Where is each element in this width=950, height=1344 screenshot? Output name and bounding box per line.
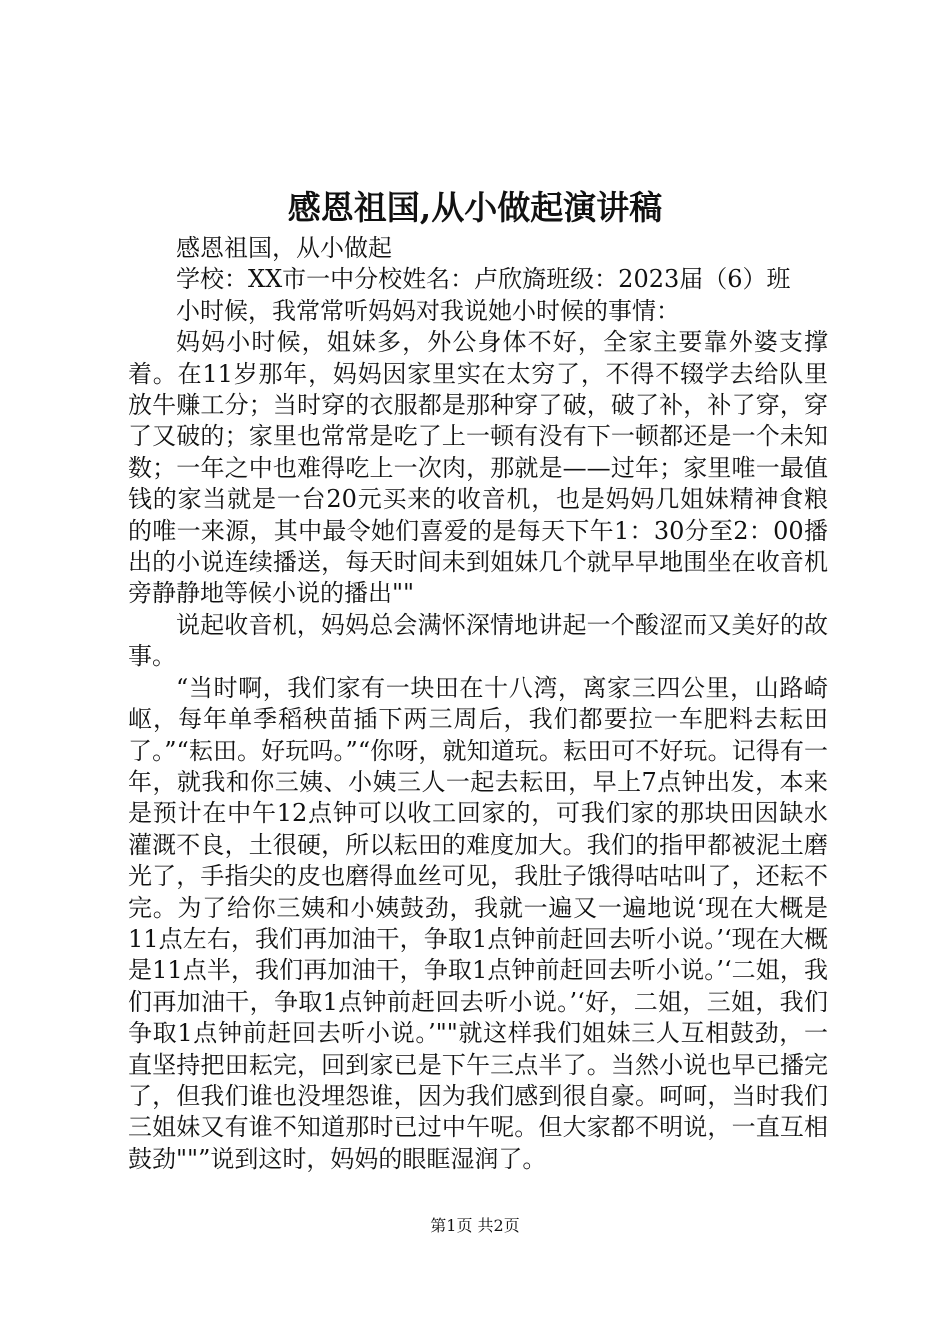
paragraph: 说起收音机，妈妈总会满怀深情地讲起一个酸涩而又美好的故事。 — [128, 610, 828, 671]
paragraph: 妈妈小时候，姐妹多，外公身体不好，全家主要靠外婆支撑着。在11岁那年，妈妈因家里实在太穷了，不得不辍学去给队里放牛赚工分；当时穿的衣服都是那种穿了破，破了补，补了穿，穿了又破的；家里也常常是吃了上一顿有没有下一顿都还是一个未知数；一年之中也难得吃上一次肉，那就是——过年；家里唯一最值钱的家当就是一台20元买来的收音机，也是妈妈几姐妹精神食粮的唯一来源，其中最令她们喜爱的是每天下午1：30分至2：00播出的小说连续播送，每天时间未到姐妹几个就早早地围坐在收音机旁静静地等候小说的播出"" — [128, 328, 828, 608]
page-number-footer: 第1页 共2页 — [430, 1216, 520, 1235]
document-title: 感恩祖国,从小做起演讲稿 — [287, 188, 663, 227]
paragraph-subtitle: 感恩祖国，从小做起 — [176, 234, 392, 262]
paragraph: “当时啊，我们家有一块田在十八湾，离家三四公里，山路崎岖，每年单季稻秧苗插下两三周后，我们都要拉一车肥料去耘田了。”“耘田。好玩吗。”“你呀，就知道玩。耘田可不好玩。记得有一年，就我和你三姨、小姨三人一起去耘田，早上7点钟出发，本来是预计在中午12点钟可以收工回家的，可我们家的那块田因缺水灌溉不良，土很硬，所以耘田的难度加大。我们的指甲都被泥土磨光了，手指尖的皮也磨得血丝可见，我肚子饿得咕咕叫了，还耘不完。为了给你三姨和小姨鼓劲，我就一遍又一遍地说‘现在大概是11点左右，我们再加油干，争取1点钟前赶回去听小说。’‘现在大概是11点半，我们再加油干，争取1点钟前赶回去听小说。’‘二姐，我们再加油干，争取1点钟前赶回去听小说。’‘好，二姐，三姐，我们争取1点钟前赶回去听小说。’""就这样我们姐妹三人互相鼓劲，一直坚持把田耘完，回到家已是下午三点半了。当然小说也早已播完了，但我们谁也没埋怨谁，因为我们感到很自豪。呵呵，当时我们三姐妹又有谁不知道那时已过中午呢。但大家都不明说，一直互相鼓劲""”说到这时，妈妈的眼眶湿润了。 — [128, 673, 828, 1173]
document-body — [128, 233, 828, 1175]
paragraph: 小时候，我常常听妈妈对我说她小时候的事情： — [176, 296, 680, 325]
paragraph-author-info: 学校：XX市一中分校姓名：卢欣旖班级：2023届（6）班 — [176, 265, 791, 294]
